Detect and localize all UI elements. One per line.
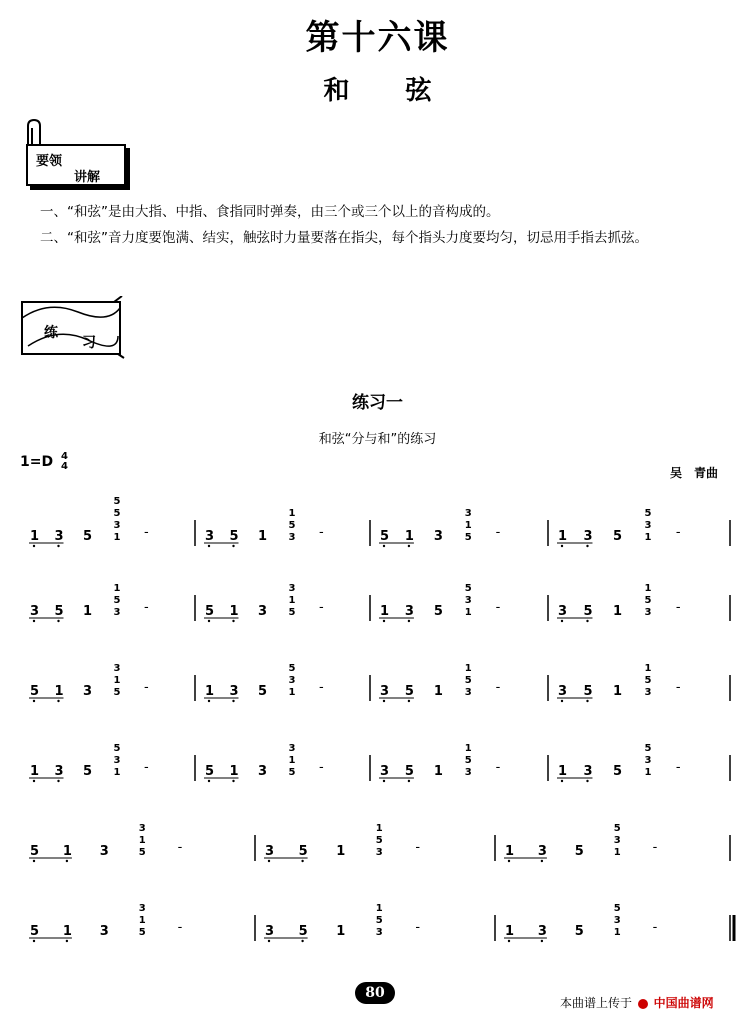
note: 3 bbox=[258, 604, 268, 619]
chord-note: 3 bbox=[644, 687, 652, 698]
chord-note: 5 bbox=[644, 595, 652, 606]
chord-note: 1 bbox=[613, 847, 621, 858]
chord-note: 1 bbox=[644, 532, 652, 543]
chord-note: 1 bbox=[644, 767, 652, 778]
exercise-title: 练习一 bbox=[352, 393, 403, 413]
chord-note: 5 bbox=[138, 927, 146, 938]
hold-dash: - bbox=[319, 760, 324, 775]
chord-note: 5 bbox=[113, 508, 121, 519]
octave-dot bbox=[268, 940, 270, 942]
hold-dash: - bbox=[415, 840, 421, 855]
chord-note: 1 bbox=[288, 595, 296, 606]
octave-dot bbox=[208, 780, 210, 782]
note: 3 bbox=[54, 764, 64, 779]
note: 1 bbox=[30, 764, 40, 779]
octave-dot bbox=[508, 860, 510, 862]
note: 5 bbox=[583, 684, 593, 699]
note: 3 bbox=[558, 604, 568, 619]
note: 5 bbox=[30, 844, 40, 859]
octave-dot bbox=[66, 940, 68, 942]
octave-dot bbox=[586, 545, 588, 547]
note: 1 bbox=[404, 529, 414, 544]
chord-note: 5 bbox=[375, 835, 383, 846]
lesson-subtitle: 和弦 bbox=[323, 76, 488, 106]
note: 1 bbox=[380, 604, 390, 619]
chord-note: 3 bbox=[288, 675, 296, 686]
octave-dot bbox=[268, 860, 270, 862]
chord-note: 5 bbox=[613, 823, 621, 834]
note: 3 bbox=[404, 604, 414, 619]
chord-note: 3 bbox=[644, 520, 652, 531]
octave-dot bbox=[33, 940, 35, 942]
octave-dot bbox=[586, 780, 588, 782]
note: 1 bbox=[433, 684, 443, 699]
note: 3 bbox=[583, 529, 593, 544]
chord-note: 1 bbox=[464, 663, 472, 674]
chord-note: 3 bbox=[138, 903, 146, 914]
chord-note: 1 bbox=[138, 835, 146, 846]
site-name: 中国曲谱网 bbox=[653, 996, 714, 1010]
note: 1 bbox=[258, 529, 268, 544]
octave-dot bbox=[508, 940, 510, 942]
chord-note: 5 bbox=[464, 532, 472, 543]
chord-note: 5 bbox=[644, 743, 652, 754]
footer bbox=[560, 994, 714, 1011]
hold-dash: - bbox=[495, 600, 501, 615]
chord-note: 3 bbox=[113, 520, 121, 531]
note: 3 bbox=[229, 684, 239, 699]
octave-dot bbox=[232, 620, 234, 622]
note: 1 bbox=[336, 844, 346, 859]
note: 5 bbox=[404, 684, 414, 699]
hold-dash: - bbox=[675, 760, 681, 775]
point-2: 二、“和弦”音力度要饱满、结实，触弦时力量要落在指尖，每个指头力度要均匀，切忌用手指去抓弦。 bbox=[40, 230, 648, 246]
chord-note: 1 bbox=[644, 663, 652, 674]
hold-dash: - bbox=[319, 680, 324, 695]
note: 3 bbox=[83, 684, 93, 699]
note: 3 bbox=[99, 924, 109, 939]
hold-dash: - bbox=[177, 920, 183, 935]
hold-dash: - bbox=[495, 680, 501, 695]
note: 1 bbox=[54, 684, 64, 699]
chord-note: 5 bbox=[113, 496, 121, 507]
octave-dot bbox=[301, 940, 303, 942]
chord-note: 5 bbox=[288, 663, 296, 674]
note: 1 bbox=[229, 764, 239, 779]
chord-note: 3 bbox=[644, 607, 652, 618]
chord-note: 3 bbox=[464, 767, 472, 778]
chord-note: 3 bbox=[375, 847, 383, 858]
chord-note: 5 bbox=[288, 520, 296, 531]
site-logo-icon bbox=[638, 999, 648, 1009]
page-number: 80 bbox=[355, 982, 395, 1004]
hold-dash: - bbox=[144, 760, 149, 775]
chord-note: 3 bbox=[113, 607, 121, 618]
note: 5 bbox=[205, 764, 215, 779]
chord-note: 1 bbox=[644, 583, 652, 594]
time-bottom: 4 bbox=[60, 461, 68, 472]
octave-dot bbox=[586, 700, 588, 702]
chord-note: 5 bbox=[113, 595, 121, 606]
chord-note: 3 bbox=[613, 915, 621, 926]
octave-dot bbox=[301, 860, 303, 862]
chord-note: 5 bbox=[464, 755, 472, 766]
badge-practice-2: 习 bbox=[82, 335, 96, 351]
note: 5 bbox=[205, 604, 215, 619]
note: 5 bbox=[433, 604, 443, 619]
chord-note: 5 bbox=[644, 675, 652, 686]
chord-note: 1 bbox=[113, 675, 121, 686]
chord-note: 3 bbox=[288, 532, 296, 543]
note: 5 bbox=[258, 684, 268, 699]
chord-note: 3 bbox=[464, 595, 472, 606]
octave-dot bbox=[541, 940, 543, 942]
note: 1 bbox=[30, 529, 40, 544]
octave-dot bbox=[57, 545, 59, 547]
hold-dash: - bbox=[319, 525, 324, 540]
octave-dot bbox=[383, 700, 385, 702]
badge-explain-line1: 要领 bbox=[36, 154, 63, 169]
badge-explain-line2: 讲解 bbox=[74, 170, 101, 185]
octave-dot bbox=[541, 860, 543, 862]
octave-dot bbox=[232, 700, 234, 702]
note: 5 bbox=[229, 529, 239, 544]
hold-dash: - bbox=[144, 525, 149, 540]
hold-dash: - bbox=[675, 680, 681, 695]
chord-note: 1 bbox=[288, 687, 296, 698]
note: 1 bbox=[558, 764, 568, 779]
hold-dash: - bbox=[495, 525, 501, 540]
chord-note: 3 bbox=[375, 927, 383, 938]
note: 5 bbox=[83, 529, 93, 544]
hold-dash: - bbox=[675, 525, 681, 540]
octave-dot bbox=[561, 700, 563, 702]
octave-dot bbox=[33, 860, 35, 862]
note: 1 bbox=[558, 529, 568, 544]
note: 5 bbox=[583, 604, 593, 619]
chord-note: 1 bbox=[464, 743, 472, 754]
octave-dot bbox=[232, 545, 234, 547]
octave-dot bbox=[33, 545, 35, 547]
octave-dot bbox=[408, 700, 410, 702]
chord-note: 5 bbox=[288, 767, 296, 778]
chord-note: 1 bbox=[288, 508, 296, 519]
chord-note: 5 bbox=[375, 915, 383, 926]
chord-note: 5 bbox=[464, 675, 472, 686]
note: 3 bbox=[205, 529, 215, 544]
note: 5 bbox=[574, 924, 584, 939]
note: 1 bbox=[336, 924, 346, 939]
note: 5 bbox=[298, 924, 308, 939]
note: 5 bbox=[54, 604, 64, 619]
note: 3 bbox=[558, 684, 568, 699]
chord-note: 1 bbox=[464, 607, 472, 618]
chord-note: 5 bbox=[113, 743, 121, 754]
note: 5 bbox=[612, 764, 623, 779]
hold-dash: - bbox=[495, 760, 501, 775]
chord-note: 3 bbox=[288, 743, 296, 754]
note: 3 bbox=[265, 924, 275, 939]
chord-note: 3 bbox=[138, 823, 146, 834]
chord-note: 3 bbox=[113, 755, 121, 766]
note: 5 bbox=[612, 529, 623, 544]
note: 1 bbox=[62, 844, 72, 859]
octave-dot bbox=[232, 780, 234, 782]
octave-dot bbox=[57, 620, 59, 622]
note: 3 bbox=[30, 604, 40, 619]
hold-dash: - bbox=[177, 840, 183, 855]
chord-note: 1 bbox=[288, 755, 296, 766]
chord-note: 1 bbox=[138, 915, 146, 926]
note: 5 bbox=[83, 764, 93, 779]
chord-note: 1 bbox=[464, 520, 472, 531]
note: 3 bbox=[433, 529, 443, 544]
hold-dash: - bbox=[144, 600, 149, 615]
note: 3 bbox=[54, 529, 64, 544]
chord-note: 1 bbox=[113, 767, 121, 778]
exercise-subtitle: 和弦“分与和”的练习 bbox=[318, 432, 437, 447]
octave-dot bbox=[57, 700, 59, 702]
octave-dot bbox=[33, 780, 35, 782]
note: 1 bbox=[612, 604, 623, 619]
chord-note: 1 bbox=[613, 927, 621, 938]
chord-note: 1 bbox=[375, 823, 383, 834]
note: 5 bbox=[30, 924, 40, 939]
octave-dot bbox=[383, 780, 385, 782]
octave-dot bbox=[33, 620, 35, 622]
composer: 吴 青曲 bbox=[670, 466, 719, 480]
note: 3 bbox=[537, 844, 547, 859]
octave-dot bbox=[408, 620, 410, 622]
note: 5 bbox=[298, 844, 308, 859]
lesson-title: 第十六课 bbox=[305, 18, 450, 58]
note: 1 bbox=[229, 604, 239, 619]
chord-note: 5 bbox=[644, 508, 652, 519]
octave-dot bbox=[57, 780, 59, 782]
note: 5 bbox=[574, 844, 584, 859]
octave-dot bbox=[561, 780, 563, 782]
note: 1 bbox=[612, 684, 623, 699]
note: 3 bbox=[380, 684, 390, 699]
note: 3 bbox=[258, 764, 268, 779]
chord-note: 1 bbox=[113, 532, 121, 543]
octave-dot bbox=[208, 620, 210, 622]
chord-note: 5 bbox=[288, 607, 296, 618]
note: 3 bbox=[99, 844, 109, 859]
chord-note: 5 bbox=[138, 847, 146, 858]
chord-note: 3 bbox=[288, 583, 296, 594]
note: 5 bbox=[380, 529, 390, 544]
hold-dash: - bbox=[652, 920, 658, 935]
note: 3 bbox=[583, 764, 593, 779]
octave-dot bbox=[33, 700, 35, 702]
note: 3 bbox=[380, 764, 390, 779]
hold-dash: - bbox=[652, 840, 658, 855]
note: 5 bbox=[30, 684, 40, 699]
key-label: 1=D bbox=[20, 454, 54, 470]
time-top: 4 bbox=[60, 451, 68, 462]
octave-dot bbox=[383, 620, 385, 622]
note: 1 bbox=[62, 924, 72, 939]
hold-dash: - bbox=[675, 600, 681, 615]
chord-note: 5 bbox=[113, 687, 121, 698]
badge-practice-1: 练 bbox=[44, 325, 58, 341]
note: 1 bbox=[83, 604, 93, 619]
note: 5 bbox=[404, 764, 414, 779]
octave-dot bbox=[383, 545, 385, 547]
chord-note: 5 bbox=[464, 583, 472, 594]
octave-dot bbox=[66, 860, 68, 862]
hold-dash: - bbox=[319, 600, 324, 615]
chord-note: 3 bbox=[113, 663, 121, 674]
chord-note: 3 bbox=[464, 508, 472, 519]
chord-note: 5 bbox=[613, 903, 621, 914]
hold-dash: - bbox=[144, 680, 149, 695]
note: 1 bbox=[505, 924, 515, 939]
note: 3 bbox=[265, 844, 275, 859]
chord-note: 3 bbox=[613, 835, 621, 846]
note: 1 bbox=[205, 684, 215, 699]
chord-note: 3 bbox=[464, 687, 472, 698]
note: 1 bbox=[505, 844, 515, 859]
chord-note: 3 bbox=[644, 755, 652, 766]
octave-dot bbox=[408, 780, 410, 782]
point-1: 一、“和弦”是由大指、中指、食指同时弹奏，由三个或三个以上的音构成的。 bbox=[40, 204, 500, 220]
octave-dot bbox=[586, 620, 588, 622]
octave-dot bbox=[208, 545, 210, 547]
hold-dash: - bbox=[415, 920, 421, 935]
chord-note: 1 bbox=[375, 903, 383, 914]
octave-dot bbox=[208, 700, 210, 702]
note: 1 bbox=[433, 764, 443, 779]
octave-dot bbox=[561, 620, 563, 622]
octave-dot bbox=[408, 545, 410, 547]
chord-note: 1 bbox=[113, 583, 121, 594]
footer-text: 本曲谱上传于 bbox=[560, 996, 633, 1010]
octave-dot bbox=[561, 545, 563, 547]
note: 3 bbox=[537, 924, 547, 939]
